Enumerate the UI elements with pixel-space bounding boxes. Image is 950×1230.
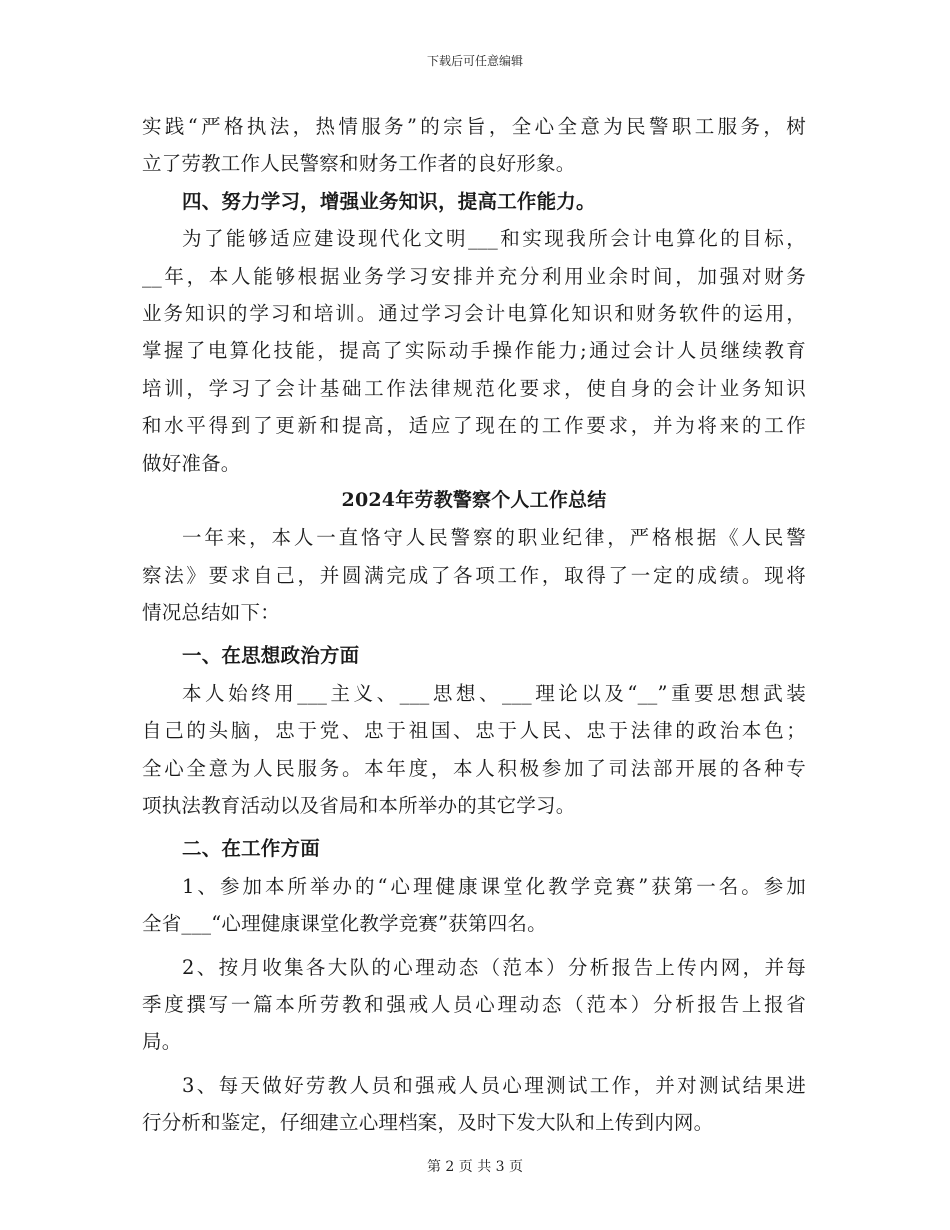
paragraph-line: 项执法教育活动以及省局和本所举办的其它学习。	[142, 794, 576, 818]
document-body	[142, 108, 806, 1142]
paragraph-line: 和水平得到了更新和提高，适应了现在的工作要求，并为将来的工作	[142, 414, 806, 438]
page-number: 第 2 页 共 3 页	[426, 1159, 524, 1175]
paragraph-line: 立了劳教工作人民警察和财务工作者的良好形象。	[142, 152, 576, 176]
paragraph-line: 实践“严格执法，热情服务”的宗旨，全心全意为民警职工服务，树	[142, 115, 806, 138]
paragraph-line: 察法》要求自己，并圆满完成了各项工作，取得了一定的成绩。现将	[142, 563, 806, 587]
section-heading: 一、在思想政治方面	[182, 644, 360, 668]
paragraph-line: 做好准备。	[142, 451, 241, 475]
paragraph-line: 本人始终用___主义、___思想、___理论以及“__”重要思想武装	[182, 681, 806, 705]
paragraph-line: 3、每天做好劳教人员和强戒人员心理测试工作，并对测试结果进	[182, 1073, 806, 1097]
paragraph-line: 掌握了电算化技能，提高了实际动手操作能力;通过会计人员继续教育	[142, 339, 806, 363]
page-header-note: 下载后可任意编辑	[426, 54, 523, 68]
paragraph-line: 季度撰写一篇本所劳教和强戒人员心理动态（范本）分析报告上报省	[142, 992, 806, 1016]
paragraph-line: 全心全意为人民服务。本年度，本人积极参加了司法部开展的各种专	[142, 756, 806, 780]
section-heading: 四、努力学习，增强业务知识，提高工作能力。	[182, 189, 596, 213]
paragraph-line: 情况总结如下：	[142, 601, 280, 625]
paragraph-line: 培训，学习了会计基础工作法律规范化要求，使自身的会计业务知识	[142, 376, 806, 400]
document-title: 2024年劳教警察个人工作总结	[341, 488, 607, 511]
section-heading: 二、在工作方面	[182, 837, 320, 861]
paragraph-line: 全省___“心理健康课堂化教学竞赛”获第四名。	[142, 912, 547, 936]
paragraph-line: 业务知识的学习和培训。通过学习会计电算化知识和财务软件的运用，	[142, 301, 806, 325]
paragraph-line: 自己的头脑，忠于党、忠于祖国、忠于人民、忠于法律的政治本色；	[142, 719, 806, 743]
paragraph-line: 2、按月收集各大队的心理动态（范本）分析报告上传内网，并每	[182, 955, 806, 979]
paragraph-line: 行分析和鉴定，仔细建立心理档案，及时下发大队和上传到内网。	[142, 1111, 714, 1135]
paragraph-line: 为了能够适应建设现代化文明___和实现我所会计电算化的目标，	[182, 227, 806, 251]
paragraph-line: 1、参加本所举办的“心理健康课堂化教学竞赛”获第一名。参加	[182, 874, 806, 898]
paragraph-line: __年，本人能够根据业务学习安排并充分利用业余时间，加强对财务	[142, 264, 806, 288]
paragraph-line: 一年来，本人一直恪守人民警察的职业纪律，严格根据《人民警	[182, 526, 806, 550]
paragraph-line: 局。	[142, 1030, 182, 1054]
